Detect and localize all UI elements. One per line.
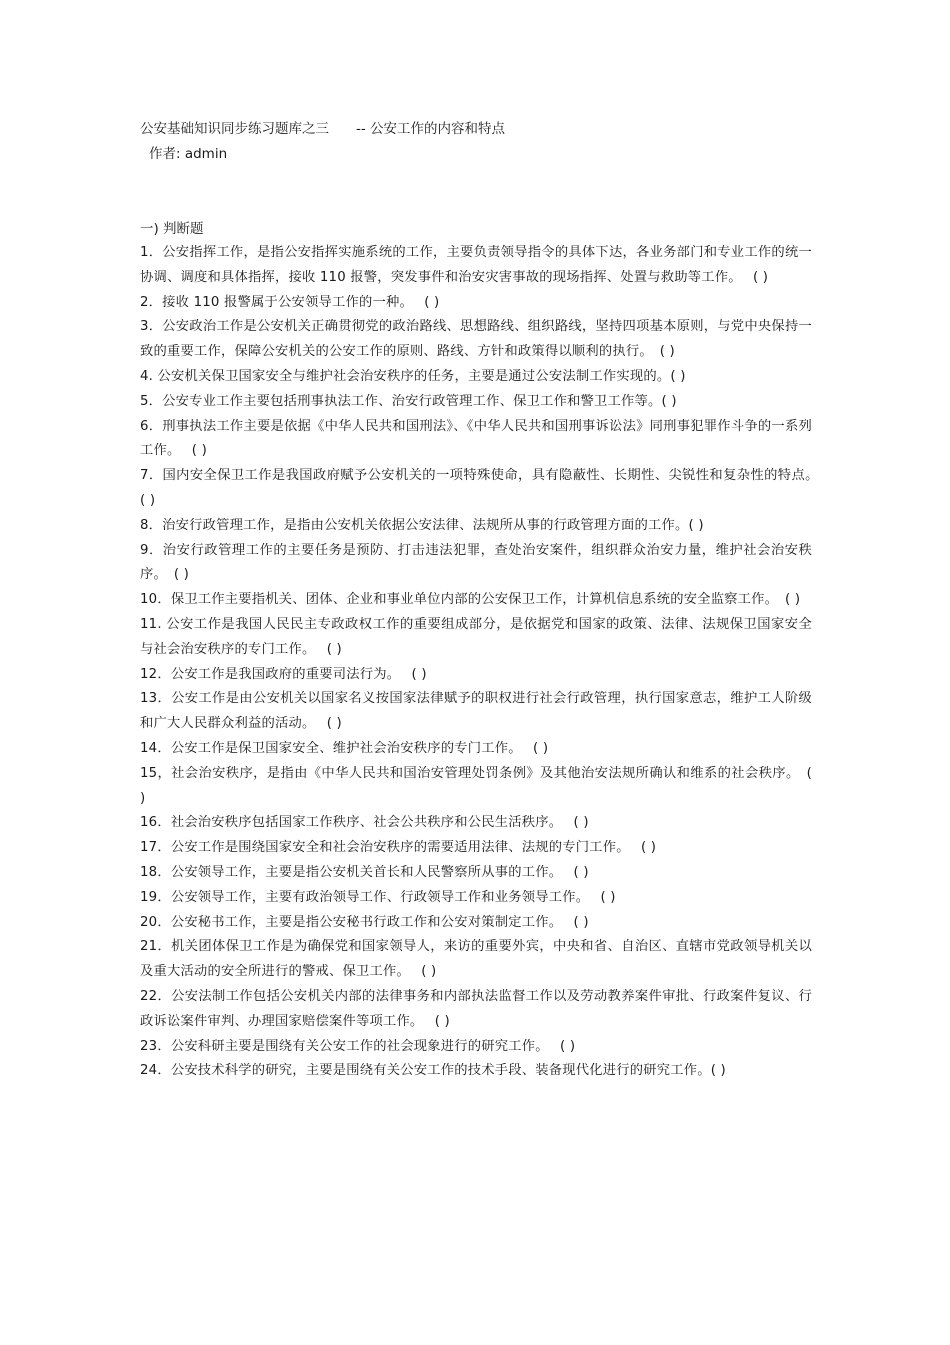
question-7: 7．国内安全保卫工作是我国政府赋予公安机关的一项特殊使命，具有隐蔽性、长期性、尖锐性和复杂性的特点。 ( ) (140, 468, 826, 508)
question-12: 12．公安工作是我国政府的重要司法行为。 ( ) (140, 666, 427, 682)
question-1: 1．公安指挥工作，是指公安指挥实施系统的工作，主要负责领导指令的具体下达，各业务部门和专业工作的统一协调、调度和具体指挥，接收 110 报警，突发事件和治安灾害事故的现场指挥、处置与救助等工作。 ( ) (140, 245, 812, 285)
question-2: 2．接收 110 报警属于公安领导工作的一种。 ( ) (140, 294, 440, 310)
question-17: 17．公安工作是围绕国家安全和社会治安秩序的需要适用法律、法规的专门工作。 ( ) (140, 840, 657, 856)
question-11: 11. 公安工作是我国人民民主专政政权工作的重要组成部分，是依据党和国家的政策、法律、法规保卫国家安全与社会治安秩序的专门工作。 ( ) (140, 616, 812, 657)
document-title: 公安基础知识同步练习题库之三 -- 公安工作的内容和特点 (140, 121, 506, 137)
document-content (140, 118, 826, 1084)
question-21: 21．机关团体保卫工作是为确保党和国家领导人，来访的重要外宾，中央和省、自治区、直辖市党政领导机关以及重大活动的安全所进行的警戒、保卫工作。 ( ) (140, 939, 812, 980)
question-19: 19．公安领导工作，主要有政治领导工作、行政领导工作和业务领导工作。 ( ) (140, 889, 616, 905)
question-15: 15，社会治安秩序，是指由《中华人民共和国治安管理处罚条例》及其他治安法规所确认和维系的社会秩序。 ( ) (140, 765, 812, 806)
question-13: 13．公安工作是由公安机关以国家名义按国家法律赋予的职权进行社会行政管理，执行国家意志，维护工人阶级和广大人民群众利益的活动。 ( ) (140, 691, 812, 732)
question-6: 6．刑事执法工作主要是依据《中华人民共和国刑法》、《中华人民共和国刑事诉讼法》同刑事犯罪作斗争的一系列工作。 ( ) (140, 418, 812, 459)
document-author: 作者: admin (149, 146, 228, 162)
question-14: 14．公安工作是保卫国家安全、维护社会治安秩序的专门工作。 ( ) (140, 740, 549, 756)
question-20: 20．公安秘书工作，主要是指公安秘书行政工作和公安对策制定工作。 ( ) (140, 914, 589, 930)
question-5: 5．公安专业工作主要包括刑事执法工作、治安行政管理工作、保卫工作和警卫工作等。( ) (140, 393, 677, 409)
question-10: 10．保卫工作主要指机关、团体、企业和事业单位内部的公安保卫工作，计算机信息系统的安全监察工作。 ( ) (140, 592, 801, 608)
question-9: 9．治安行政管理工作的主要任务是预防、打击违法犯罪，查处治安案件，组织群众治安力量，维护社会治安秩序。 ( ) (140, 542, 812, 583)
question-8: 8．治安行政管理工作，是指由公安机关依据公安法律、法规所从事的行政管理方面的工作。( ) (140, 517, 704, 533)
section-heading: 一) 判断题 (140, 221, 204, 237)
question-16: 16．社会治安秩序包括国家工作秩序、社会公共秩序和公民生活秩序。 ( ) (140, 815, 589, 831)
question-23: 23．公安科研主要是围绕有关公安工作的社会现象进行的研究工作。 ( ) (140, 1038, 576, 1054)
question-22: 22．公安法制工作包括公安机关内部的法律事务和内部执法监督工作以及劳动教养案件审批、行政案件复议、行政诉讼案件审判、办理国家赔偿案件等项工作。 ( ) (140, 988, 812, 1029)
question-24: 24．公安技术科学的研究，主要是围绕有关公安工作的技术手段、装备现代化进行的研究工作。( ) (140, 1063, 726, 1079)
question-4: 4. 公安机关保卫国家安全与维护社会治安秩序的任务，主要是通过公安法制工作实现的。( ) (140, 368, 686, 384)
question-3: 3．公安政治工作是公安机关正确贯彻党的政治路线、思想路线、组织路线，坚持四项基本原则，与党中央保持一致的重要工作，保障公安机关的公安工作的原则、路线、方针和政策得以顺利的执行。 ( ) (140, 319, 812, 360)
question-18: 18．公安领导工作，主要是指公安机关首长和人民警察所从事的工作。 ( ) (140, 864, 589, 880)
